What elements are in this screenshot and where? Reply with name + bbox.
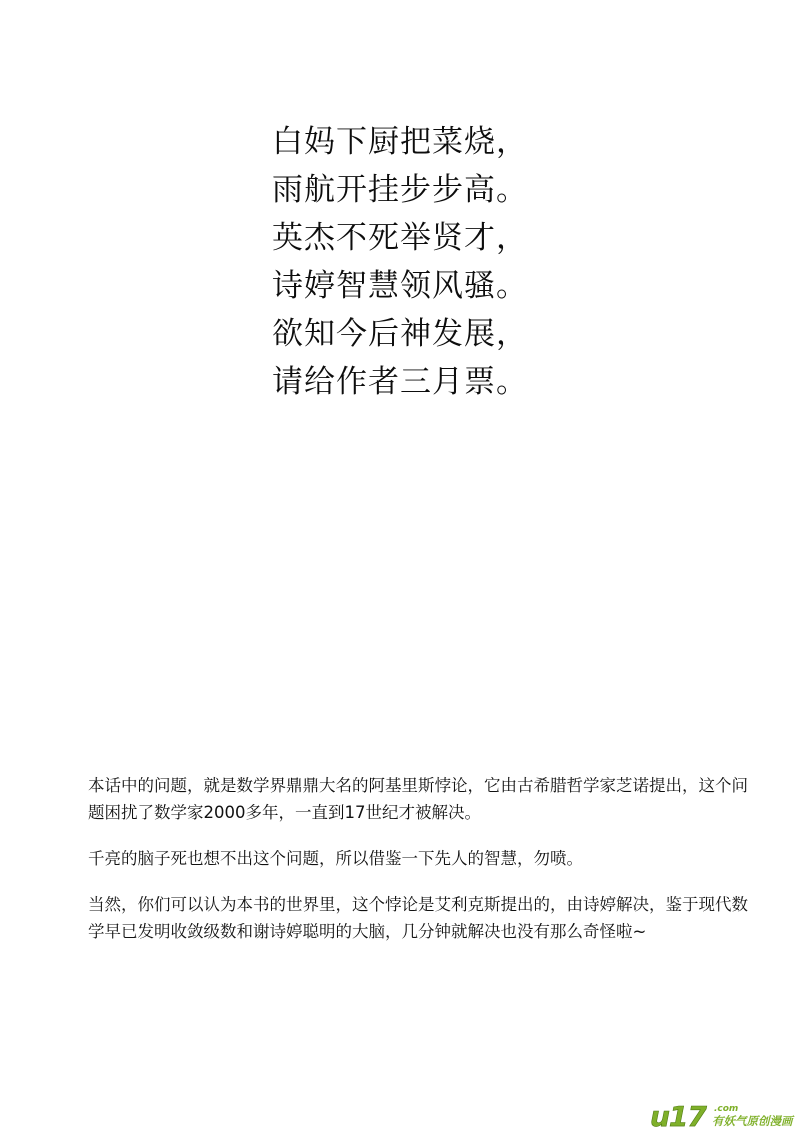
note-paragraph: 千亮的脑子死也想不出这个问题，所以借鉴一下先人的智慧，勿喷。 [88, 849, 583, 868]
poem [272, 118, 572, 406]
logo-wordmark: u17 [650, 1100, 706, 1133]
poem-line: 白妈下厨把菜烧， [272, 124, 528, 160]
poem-line: 诗婷智慧领风骚。 [272, 268, 528, 304]
poem-line: 英杰不死举贤才， [272, 220, 528, 256]
poem-line: 请给作者三月票。 [272, 364, 528, 400]
poem-line: 欲知今后神发展， [272, 316, 528, 352]
logo-slogan: 有妖气原创漫画 [712, 1114, 793, 1128]
poem-line: 雨航开挂步步高。 [272, 172, 528, 208]
u17-watermark-logo [650, 1102, 800, 1132]
author-notes [88, 772, 748, 964]
note-paragraph: 本话中的问题，就是数学界鼎鼎大名的阿基里斯悖论，它由古希腊哲学家芝诺提出，这个问题困扰了数学家2000多年，一直到17世纪才被解决。 [88, 776, 748, 822]
note-paragraph: 当然，你们可以认为本书的世界里，这个悖论是艾利克斯提出的，由诗婷解决，鉴于现代数学早已发明收敛级数和谢诗婷聪明的大脑，几分钟就解决也没有那么奇怪啦~ [88, 895, 748, 941]
logo-domain: .com [714, 1104, 739, 1114]
